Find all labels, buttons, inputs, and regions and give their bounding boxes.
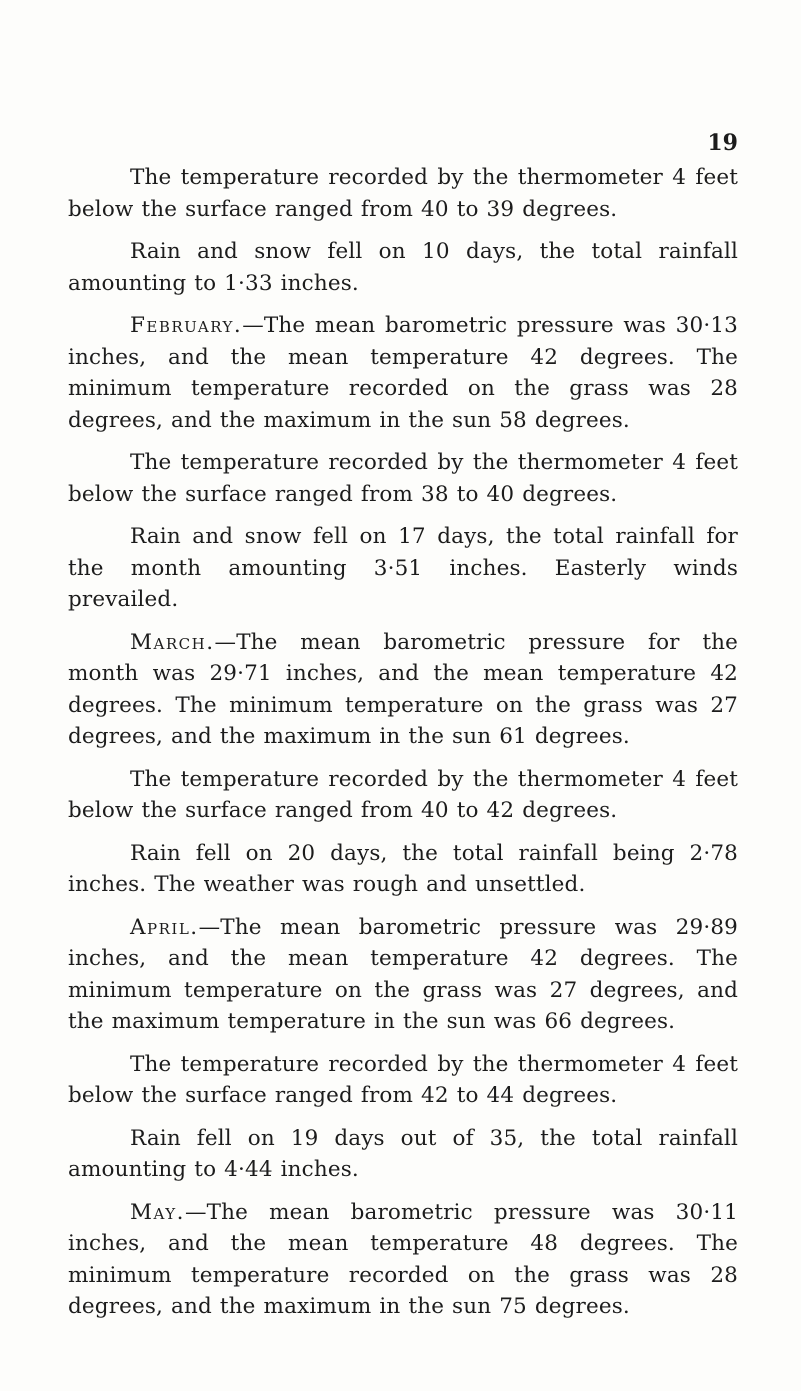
paragraph [68, 236, 738, 299]
paragraph [68, 1049, 738, 1112]
paragraph-text: The temperature recorded by the thermometer 4 feet below the surface ranged from 40 to 39 degrees. [68, 165, 738, 222]
paragraph-text: —The mean barometric pressure was 29·89 inches, and the mean temperature 42 degrees. The minimum temperature on the grass was 27 degrees, and the maximum temperature in the sun was 66 degrees. [68, 914, 738, 1034]
paragraph-text: Rain fell on 20 days, the total rainfall being 2·78 inches. The weather was rough and unsettled. [68, 840, 738, 897]
paragraph [68, 627, 738, 753]
paragraph-text: The temperature recorded by the thermometer 4 feet below the surface ranged from 42 to 44 degrees. [68, 1051, 738, 1108]
paragraph [68, 447, 738, 510]
month-heading-may: May. [130, 1199, 185, 1225]
paragraph [68, 1197, 738, 1323]
paragraph [68, 838, 738, 901]
paragraph [68, 310, 738, 436]
paragraph-text: —The mean barometric pressure for the month was 29·71 inches, and the mean temperature 42 degrees. The minimum temperature on the grass was 27 degrees, and the maximum in the sun 61 degrees. [68, 629, 738, 749]
paragraph-text: The temperature recorded by the thermometer 4 feet below the surface ranged from 38 to 40 degrees. [68, 450, 738, 507]
page-number: 19 [707, 130, 738, 156]
paragraph [68, 764, 738, 827]
paragraph [68, 1123, 738, 1186]
paragraph-text: Rain fell on 19 days out of 35, the total rainfall amounting to 4·44 inches. [68, 1125, 738, 1182]
paragraph-text: Rain and snow fell on 17 days, the total rainfall for the month amounting 3·51 inches. Easterly winds prevailed. [68, 524, 738, 612]
paragraph-text: —The mean barometric pressure was 30·11 inches, and the mean temperature 48 degrees. The minimum temperature recorded on the grass was 28 degrees, and the maximum in the sun 75 degrees. [68, 1199, 738, 1319]
month-heading-april: April. [130, 914, 199, 940]
paragraph [68, 912, 738, 1038]
paragraph [68, 162, 738, 225]
paragraph-text: —The mean barometric pressure was 30·13 inches, and the mean temperature 42 degrees. The minimum temperature recorded on the grass was 28 degrees, and the maximum in the sun 58 degrees. [68, 313, 738, 433]
month-heading-february: February. [130, 313, 243, 338]
document-page [68, 0, 738, 1391]
body-text [68, 162, 738, 1334]
paragraph-text: Rain and snow fell on 10 days, the total rainfall amounting to 1·33 inches. [68, 239, 738, 296]
paragraph [68, 521, 738, 616]
month-heading-march: March. [130, 629, 215, 655]
paragraph-text: The temperature recorded by the thermometer 4 feet below the surface ranged from 40 to 42 degrees. [68, 766, 738, 823]
